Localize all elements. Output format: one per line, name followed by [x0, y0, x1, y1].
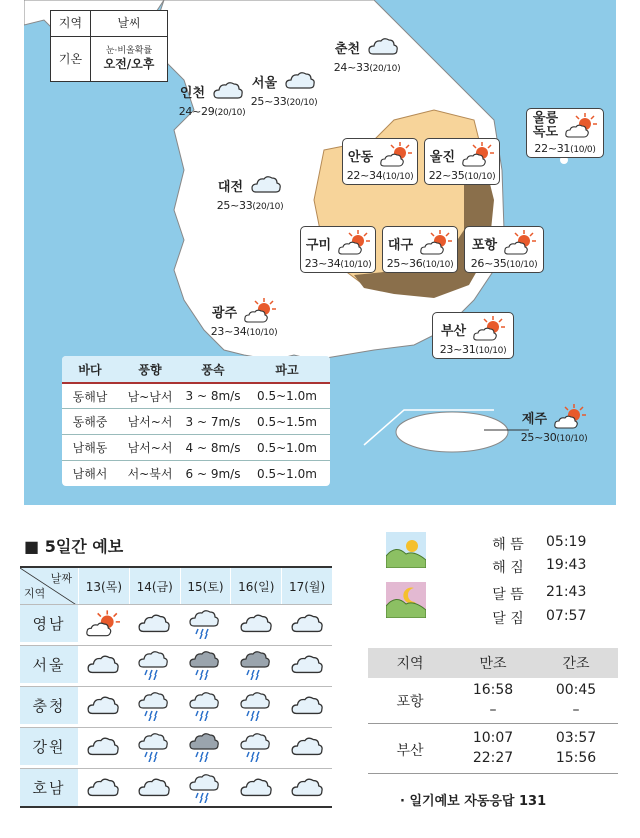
- forecast-cell: [281, 605, 332, 642]
- forecast-header: [20, 566, 332, 604]
- cloud-icon: [290, 773, 324, 803]
- city-daegu: 대구 25~36(10/10): [382, 226, 458, 273]
- forecast-cell: [180, 728, 231, 765]
- cloud-icon: [290, 732, 324, 762]
- legend-weather: 날씨: [91, 11, 167, 37]
- dark-cloud-rain-icon: [188, 732, 222, 762]
- city-seoul: 서울 25~33(20/10): [236, 68, 332, 108]
- cloud-icon: [290, 691, 324, 721]
- sunset-row: 해 짐 19:43: [492, 557, 587, 576]
- forecast-row: 영남: [20, 604, 332, 642]
- cloud-rain-icon: [137, 650, 171, 680]
- forecast-cell: [230, 728, 281, 765]
- forecast-title: ■ 5일간 예보: [24, 537, 124, 556]
- city-uljin: 울진 22~35(10/10): [424, 138, 500, 185]
- day-0: 13(목): [78, 568, 129, 604]
- cloud-icon: [239, 609, 273, 639]
- sun-cloud-icon: [338, 230, 370, 256]
- cloud-icon: [86, 773, 120, 803]
- city-busan: 부산 23~31(10/10): [432, 312, 514, 359]
- map-legend: [50, 10, 168, 82]
- cloud-icon: [137, 609, 171, 639]
- sun-cloud-icon: [462, 142, 494, 168]
- tide-row-busan: 부산 10:07 22:27 03:57 15:56: [368, 728, 618, 774]
- forecast-row: 호남: [20, 768, 332, 808]
- legend-region: 지역: [51, 11, 91, 37]
- table-row: 남해동 남서~서 4 ~ 8m/s 0.5~1.0m: [62, 434, 330, 460]
- cloud-icon: [290, 650, 324, 680]
- cloud-icon: [367, 34, 399, 60]
- table-row: 동해남 남~남서 3 ~ 8m/s 0.5~1.0m: [62, 382, 330, 408]
- forecast-row: 충청: [20, 686, 332, 724]
- cloud-icon: [86, 650, 120, 680]
- dark-cloud-rain-icon: [239, 650, 273, 680]
- forecast-corner: 날짜 지역: [20, 568, 78, 604]
- city-ulleung-dokdo: 울릉 독도 22~31(10/0): [526, 108, 604, 158]
- forecast-cell: [230, 769, 281, 806]
- cloud-icon: [86, 691, 120, 721]
- forecast-cell: [78, 687, 129, 724]
- forecast-cell: [180, 769, 231, 806]
- forecast-cell: [230, 605, 281, 642]
- forecast-cell: [129, 769, 180, 806]
- forecast-cell: [230, 687, 281, 724]
- cloud-rain-icon: [239, 691, 273, 721]
- sun-cloud-icon: [86, 609, 120, 639]
- day-2: 15(토): [180, 568, 231, 604]
- forecast-cell: [78, 769, 129, 806]
- forecast-cell: [129, 646, 180, 683]
- day-3: 16(일): [230, 568, 281, 604]
- city-gwangju: 광주 23~34(10/10): [196, 298, 292, 338]
- forecast-cell: [281, 687, 332, 724]
- table-row: 남해서 서~북서 6 ~ 9m/s 0.5~1.0m: [62, 460, 330, 486]
- cloud-icon: [239, 773, 273, 803]
- forecast-cell: [180, 687, 231, 724]
- weather-map: [24, 0, 616, 505]
- forecast-cell: [281, 646, 332, 683]
- moonset-row: 달 짐 07:57: [492, 608, 587, 627]
- city-gumi: 구미 23~34(10/10): [300, 226, 376, 273]
- cloud-rain-icon: [137, 732, 171, 762]
- cloud-icon: [86, 732, 120, 762]
- cloud-rain-icon: [239, 732, 273, 762]
- forecast-cell: [78, 646, 129, 683]
- city-andong: 안동 22~34(10/10): [342, 138, 418, 185]
- table-row: 동해중 남서~서 3 ~ 7m/s 0.5~1.5m: [62, 408, 330, 434]
- city-pohang: 포항 26~35(10/10): [464, 226, 544, 273]
- city-daejeon: 대전 25~33(20/10): [202, 172, 298, 212]
- day-4: 17(월): [281, 568, 332, 604]
- sea-conditions-table: [62, 356, 330, 486]
- forecast-cell: [281, 728, 332, 765]
- forecast-cell: [78, 605, 129, 642]
- moonrise-row: 달 뜸 21:43: [492, 584, 587, 603]
- city-jeju: 제주 25~30(10/10): [506, 404, 602, 444]
- legend-temp: 기온: [51, 37, 91, 81]
- cloud-rain-icon: [188, 691, 222, 721]
- sunrise-row: 해 뜸 05:19: [492, 534, 587, 553]
- forecast-cell: [180, 605, 231, 642]
- forecast-cell: [78, 728, 129, 765]
- cloud-icon: [284, 68, 316, 94]
- city-chuncheon: 춘천 24~33(20/10): [319, 34, 415, 74]
- forecast-cell: [230, 646, 281, 683]
- cloud-rain-icon: [188, 609, 222, 639]
- cloud-rain-icon: [137, 691, 171, 721]
- forecast-cell: [129, 687, 180, 724]
- sun-cloud-icon: [380, 142, 412, 168]
- sun-cloud-icon: [244, 298, 276, 324]
- cloud-icon: [250, 172, 282, 198]
- sun-cloud-icon: [554, 404, 586, 430]
- forecast-row: 강원: [20, 727, 332, 765]
- sun-cloud-icon: [473, 316, 505, 342]
- forecast-cell: [281, 769, 332, 806]
- sun-cloud-icon: [565, 113, 597, 139]
- tide-header: 지역 만조 간조: [368, 648, 618, 678]
- cloud-icon: [137, 773, 171, 803]
- legend-precip: 눈·비올확률 오전/오후: [103, 46, 155, 72]
- cloud-icon: [290, 609, 324, 639]
- forecast-cell: [129, 728, 180, 765]
- forecast-cell: [129, 605, 180, 642]
- forecast-row: 서울: [20, 645, 332, 683]
- dark-cloud-rain-icon: [188, 650, 222, 680]
- cloud-rain-icon: [188, 773, 222, 803]
- sea-table-header: 바다 풍향 풍속 파고: [62, 356, 330, 382]
- tide-row-pohang: 포항 16:58 – 00:45 –: [368, 680, 618, 724]
- day-1: 14(금): [129, 568, 180, 604]
- sun-cloud-icon: [420, 230, 452, 256]
- city-incheon: 인천 24~29(20/10): [164, 78, 260, 118]
- forecast-cell: [180, 646, 231, 683]
- sun-cloud-icon: [504, 230, 536, 256]
- forecast-hotline: · 일기예보 자동응답 131: [400, 794, 547, 809]
